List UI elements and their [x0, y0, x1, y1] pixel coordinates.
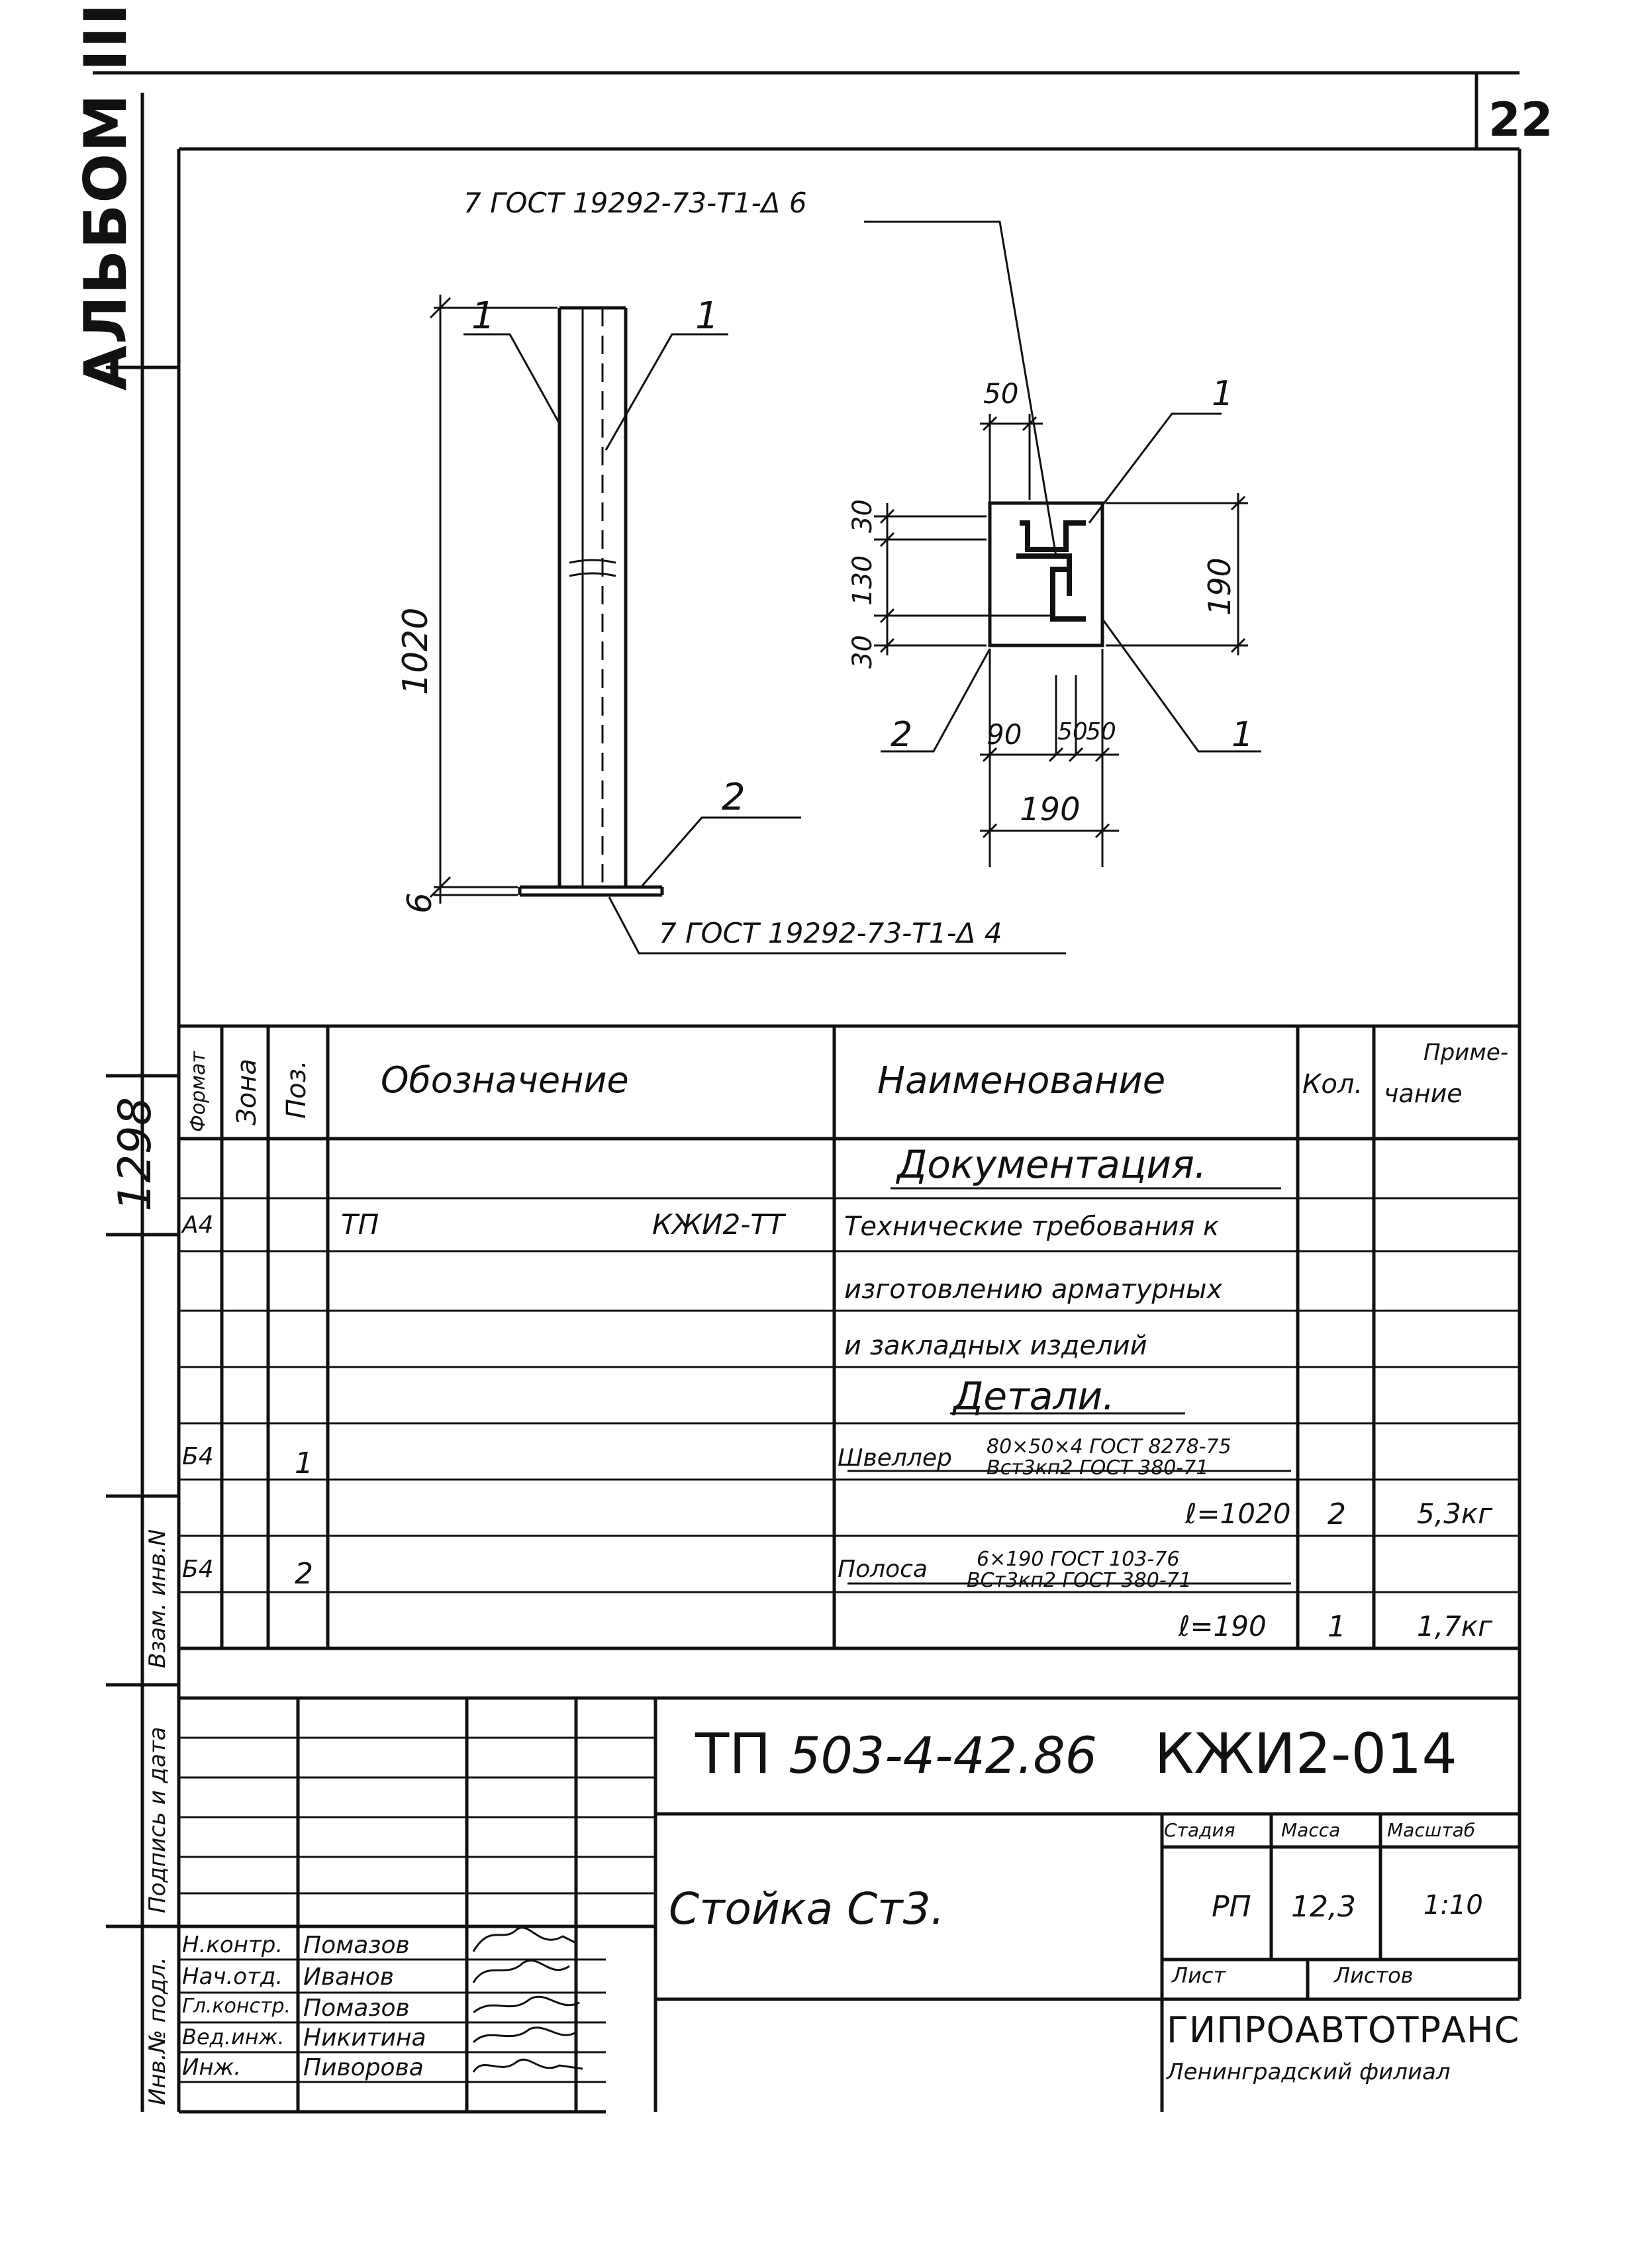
- row1-poz: 1: [295, 1446, 313, 1480]
- weld-note-top: 7 ГОСТ 19292-73-Т1-Δ 6: [463, 187, 807, 219]
- section-position-1-top: 1: [1212, 374, 1234, 414]
- signer-role-5: Инж.: [182, 2054, 242, 2081]
- section-position-2: 2: [891, 715, 913, 755]
- row2-length: ℓ=190: [1179, 1610, 1267, 1642]
- doc-row-name-1: Технические требования к: [844, 1211, 1220, 1242]
- header-format: Формат: [187, 1051, 210, 1132]
- position-1-right: 1: [695, 295, 719, 338]
- row1-prim: 5,3кг: [1417, 1497, 1493, 1530]
- doc-row-oboz-left: ТП: [341, 1208, 379, 1241]
- row1-frac-top: 80×50×4 ГОСТ 8278-75: [987, 1435, 1232, 1458]
- organization-name: ГИПРОАВТОТРАНС: [1167, 2009, 1520, 2051]
- organization-branch: Ленинградский филиал: [1167, 2059, 1451, 2085]
- section-dim-90: 90: [987, 718, 1022, 751]
- sheets-label: Листов: [1334, 1963, 1414, 1988]
- weld-note-bottom: 7 ГОСТ 19292-73-Т1-Δ 4: [659, 917, 1002, 949]
- section-position-1-bottom: 1: [1232, 715, 1254, 755]
- signer-name-3: Помазов: [303, 1995, 410, 2022]
- stage-value: РП: [1212, 1890, 1251, 1924]
- header-oboznachenie: Обозначение: [381, 1059, 629, 1101]
- section-details: Детали.: [953, 1374, 1115, 1419]
- section-documentation: Документация.: [897, 1142, 1207, 1187]
- header-zona: Зона: [232, 1059, 262, 1125]
- row2-poz: 2: [295, 1557, 313, 1591]
- sheet-label: Лист: [1172, 1963, 1226, 1988]
- section-dim-50-b: 50: [1086, 718, 1116, 745]
- signer-name-1: Помазов: [303, 1932, 410, 1959]
- signature-1: [473, 1928, 576, 1952]
- label-vzam-inv: Взам. инв.N: [144, 1529, 171, 1668]
- page-number: 22: [1488, 93, 1553, 147]
- signer-role-3: Гл.констр.: [182, 1995, 291, 2018]
- section-dim-130: 130: [847, 555, 878, 606]
- label-podpis-data: Подпись и дата: [144, 1726, 171, 1913]
- scale-label: Масштаб: [1387, 1819, 1476, 1841]
- dim-height-1020: 1020: [396, 607, 436, 695]
- signer-name-4: Никитина: [303, 2024, 426, 2052]
- doc-row-name-2: изготовлению арматурных: [844, 1274, 1223, 1305]
- header-poz: Поз.: [281, 1060, 312, 1119]
- signature-3: [473, 1997, 579, 2012]
- header-kol: Кол.: [1302, 1069, 1363, 1100]
- album-label: АЛЬБОМ III: [72, 2, 140, 391]
- label-inv-podl: Инв.№ подл.: [144, 1957, 171, 2105]
- doc-code-number: 503-4-42.86: [789, 1726, 1098, 1785]
- signer-name-2: Иванов: [303, 1963, 394, 1991]
- section-dim-50-top: 50: [983, 377, 1019, 410]
- mass-label: Масса: [1281, 1819, 1341, 1841]
- row2-frac-bottom: ВСт3кп2 ГОСТ 380-71: [967, 1569, 1192, 1592]
- position-2-base: 2: [722, 776, 746, 819]
- header-primechanie-2: чание: [1384, 1079, 1463, 1108]
- signature-4: [473, 2028, 576, 2042]
- doc-code-prefix: ТП: [695, 1721, 771, 1786]
- object-name: Стойка Ст3.: [669, 1883, 945, 1934]
- signer-name-5: Пиворова: [303, 2054, 424, 2081]
- row2-name: Полоса: [838, 1556, 928, 1583]
- row1-name: Швеллер: [838, 1444, 952, 1472]
- header-primechanie-1: Приме-: [1424, 1039, 1509, 1066]
- section-dim-190-horizontal: 190: [1020, 791, 1081, 828]
- row1-format: Б4: [182, 1443, 214, 1470]
- doc-code-suffix: КЖИ2-014: [1154, 1721, 1457, 1786]
- row1-length: ℓ=1020: [1185, 1497, 1291, 1530]
- section-dim-30-lower: 30: [847, 635, 878, 669]
- signer-role-1: Н.контр.: [182, 1932, 283, 1958]
- signature-5: [473, 2059, 583, 2072]
- section-dim-50-a: 50: [1057, 718, 1088, 745]
- row1-frac-bottom: Вст3кп2 ГОСТ 380-71: [987, 1456, 1209, 1480]
- section-dim-30-upper: 30: [847, 499, 878, 533]
- scale-value: 1:10: [1424, 1890, 1483, 1920]
- row2-frac-top: 6×190 ГОСТ 103-76: [977, 1548, 1180, 1571]
- signer-role-2: Нач.отд.: [182, 1963, 283, 1990]
- row1-kol: 2: [1328, 1497, 1346, 1531]
- doc-row-oboz-right: КЖИ2-ТТ: [652, 1208, 785, 1241]
- mass-value: 12,3: [1291, 1890, 1356, 1924]
- inv-number: 1298: [109, 1096, 162, 1211]
- row2-prim: 1,7кг: [1417, 1610, 1493, 1642]
- row2-kol: 1: [1328, 1610, 1346, 1644]
- section-dim-190-vertical: 190: [1202, 557, 1237, 616]
- stage-label: Стадия: [1164, 1819, 1235, 1841]
- position-1-left: 1: [471, 295, 495, 338]
- doc-row-name-3: и закладных изделий: [844, 1331, 1147, 1361]
- row2-format: Б4: [182, 1556, 214, 1583]
- dim-base-6: 6: [401, 892, 439, 914]
- signer-role-4: Вед.инж.: [182, 2024, 285, 2050]
- signature-2: [473, 1961, 569, 1983]
- header-naimenovanie: Наименование: [877, 1059, 1166, 1102]
- doc-row-format: А4: [182, 1211, 214, 1239]
